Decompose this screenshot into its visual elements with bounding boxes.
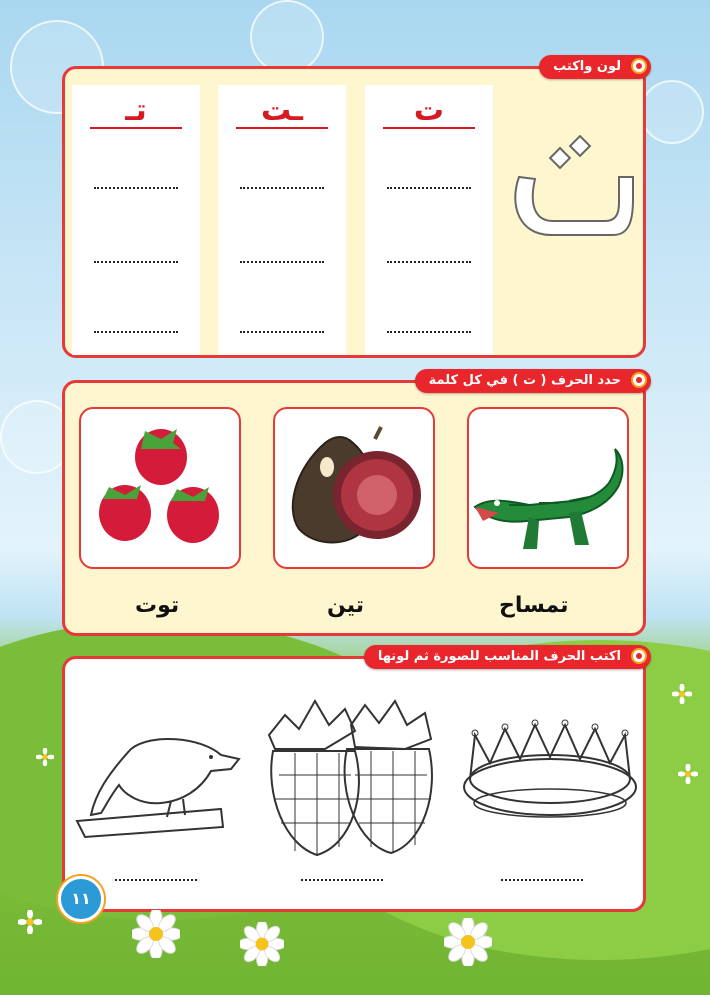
daisy-icon: [36, 748, 54, 766]
word-label: تين: [327, 593, 365, 618]
section-title: اكتب الحرف المناسب للصورة ثم لونها: [377, 649, 621, 664]
crown-outline[interactable]: [455, 715, 645, 825]
section-title-tab: [539, 55, 651, 79]
daisy-icon: [132, 910, 180, 958]
word-label: توت: [135, 593, 180, 618]
writing-line[interactable]: [94, 187, 178, 189]
page-number: ١١: [58, 876, 104, 922]
raspberries-image: [81, 409, 239, 567]
writing-line[interactable]: [387, 261, 471, 263]
daisy-icon: [240, 922, 284, 966]
answer-line[interactable]: [501, 879, 583, 881]
daisy-icon: [678, 764, 698, 784]
writing-line[interactable]: [240, 331, 324, 333]
crocodile-image: [469, 409, 627, 567]
daisy-icon: [18, 910, 42, 934]
letter-underline: [383, 127, 475, 129]
letter-underline: [90, 127, 182, 129]
section-title: حدد الحرف ( ت ) في كل كلمة: [428, 373, 621, 388]
outline-letter-ta[interactable]: [501, 135, 641, 255]
writing-column: [218, 85, 346, 355]
writing-line[interactable]: [94, 331, 178, 333]
letter-form: تـ: [125, 93, 147, 128]
figs-image: [275, 409, 433, 567]
writing-line[interactable]: [387, 187, 471, 189]
section-title-tab: [364, 645, 651, 669]
tab-bullet-icon: [631, 372, 647, 388]
writing-line[interactable]: [240, 187, 324, 189]
writing-column: [365, 85, 493, 355]
daisy-icon: [444, 918, 492, 966]
crocodile-card[interactable]: [467, 407, 629, 569]
writing-line[interactable]: [240, 261, 324, 263]
writing-line[interactable]: [387, 331, 471, 333]
decorative-bubble: [250, 0, 324, 74]
letter-underline: [236, 127, 328, 129]
section-title: لون واكتب: [553, 59, 621, 74]
writing-column: [72, 85, 200, 355]
trace-and-write-panel: [62, 59, 646, 358]
letter-form: ت: [413, 93, 445, 128]
write-and-color-panel: [62, 649, 646, 912]
decorative-bubble: [640, 80, 704, 144]
strawberries-outline[interactable]: [255, 695, 445, 861]
identify-letter-panel: [62, 373, 646, 636]
writing-line[interactable]: [94, 261, 178, 263]
tab-bullet-icon: [631, 58, 647, 74]
daisy-icon: [672, 684, 692, 704]
figs-card[interactable]: [273, 407, 435, 569]
duck-outline[interactable]: [71, 725, 251, 845]
word-label: تمساح: [499, 593, 569, 618]
letter-form: ـت: [260, 93, 303, 128]
section-title-tab: [415, 369, 651, 393]
tab-bullet-icon: [631, 648, 647, 664]
raspberries-card[interactable]: [79, 407, 241, 569]
answer-line[interactable]: [301, 879, 383, 881]
answer-line[interactable]: [115, 879, 197, 881]
